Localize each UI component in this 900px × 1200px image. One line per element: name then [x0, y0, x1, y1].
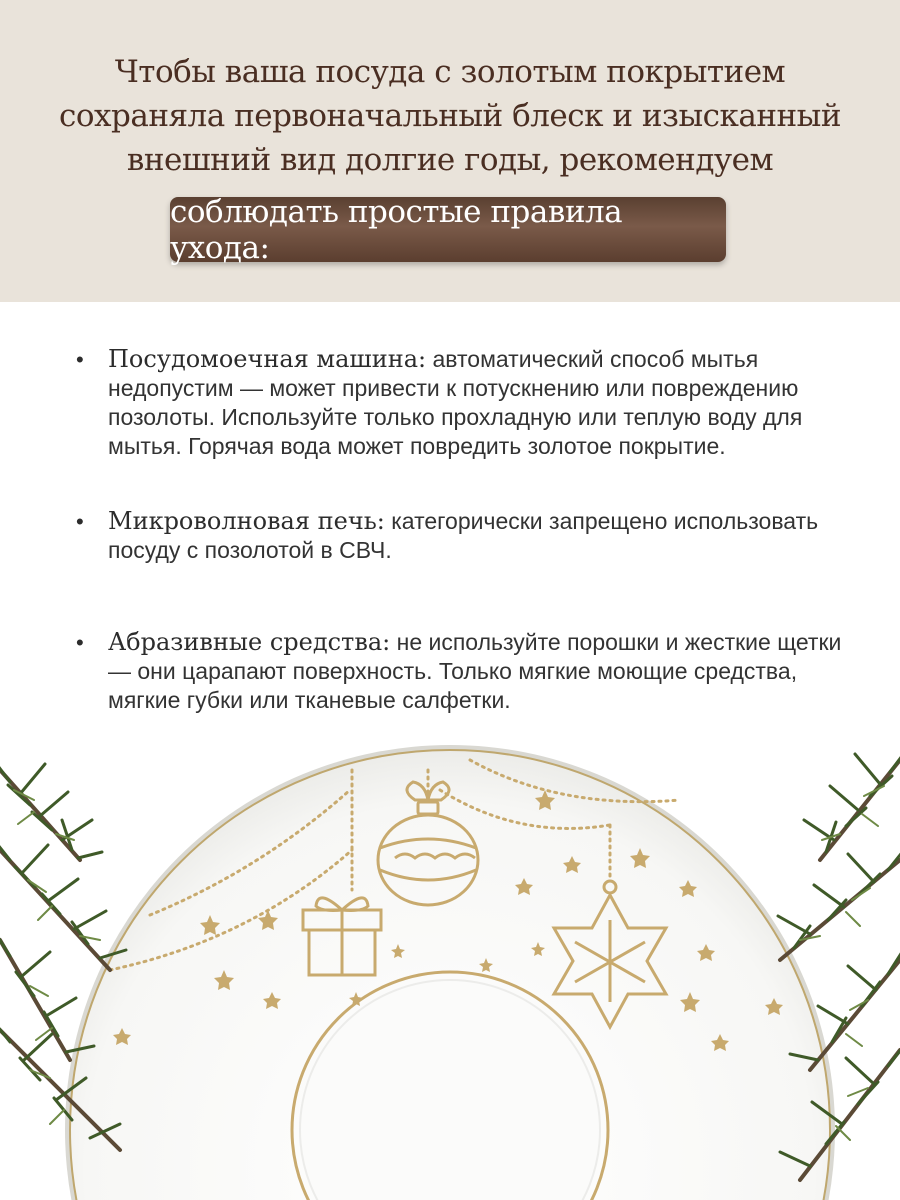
rule-term: Микроволновая печь: [108, 507, 385, 535]
bullet-icon: • [76, 347, 84, 372]
saucer [65, 745, 835, 1200]
saucer-photo [0, 730, 900, 1200]
rule-text: не используйте порошки и жесткие щетки — они царапают поверхность. Только мягкие моющие средства, мягкие губки или тканевые салфетки. [108, 629, 842, 713]
headline: Чтобы ваша посуда с золотым покрытием сохраняла первоначальный блеск и изысканный внешний вид долгие годы, рекомендуем [58, 54, 842, 178]
rule-term: Посудомоечная машина: [108, 345, 427, 373]
rule-text: категорически запрещено использовать посуду с позолотой в СВЧ. [108, 508, 819, 563]
care-rules-list [70, 345, 860, 715]
bullet-icon: • [76, 509, 84, 534]
bullet-icon: • [76, 630, 84, 655]
subheadline-banner [170, 193, 726, 266]
rule-text: автоматический способ мытья недопустим — может привести к потускнению или повреждению позолоты. Используйте только прохладную или теплую воду для мытья. Горячая вода может повредить золотое покрытие. [108, 346, 803, 459]
rule-microwave [70, 507, 860, 565]
rule-abrasives [70, 628, 860, 715]
rule-term: Абразивные средства: [108, 628, 391, 656]
rule-dishwasher [70, 345, 860, 461]
subheadline: соблюдать простые правила ухода: [170, 193, 623, 266]
header-panel [0, 0, 900, 302]
